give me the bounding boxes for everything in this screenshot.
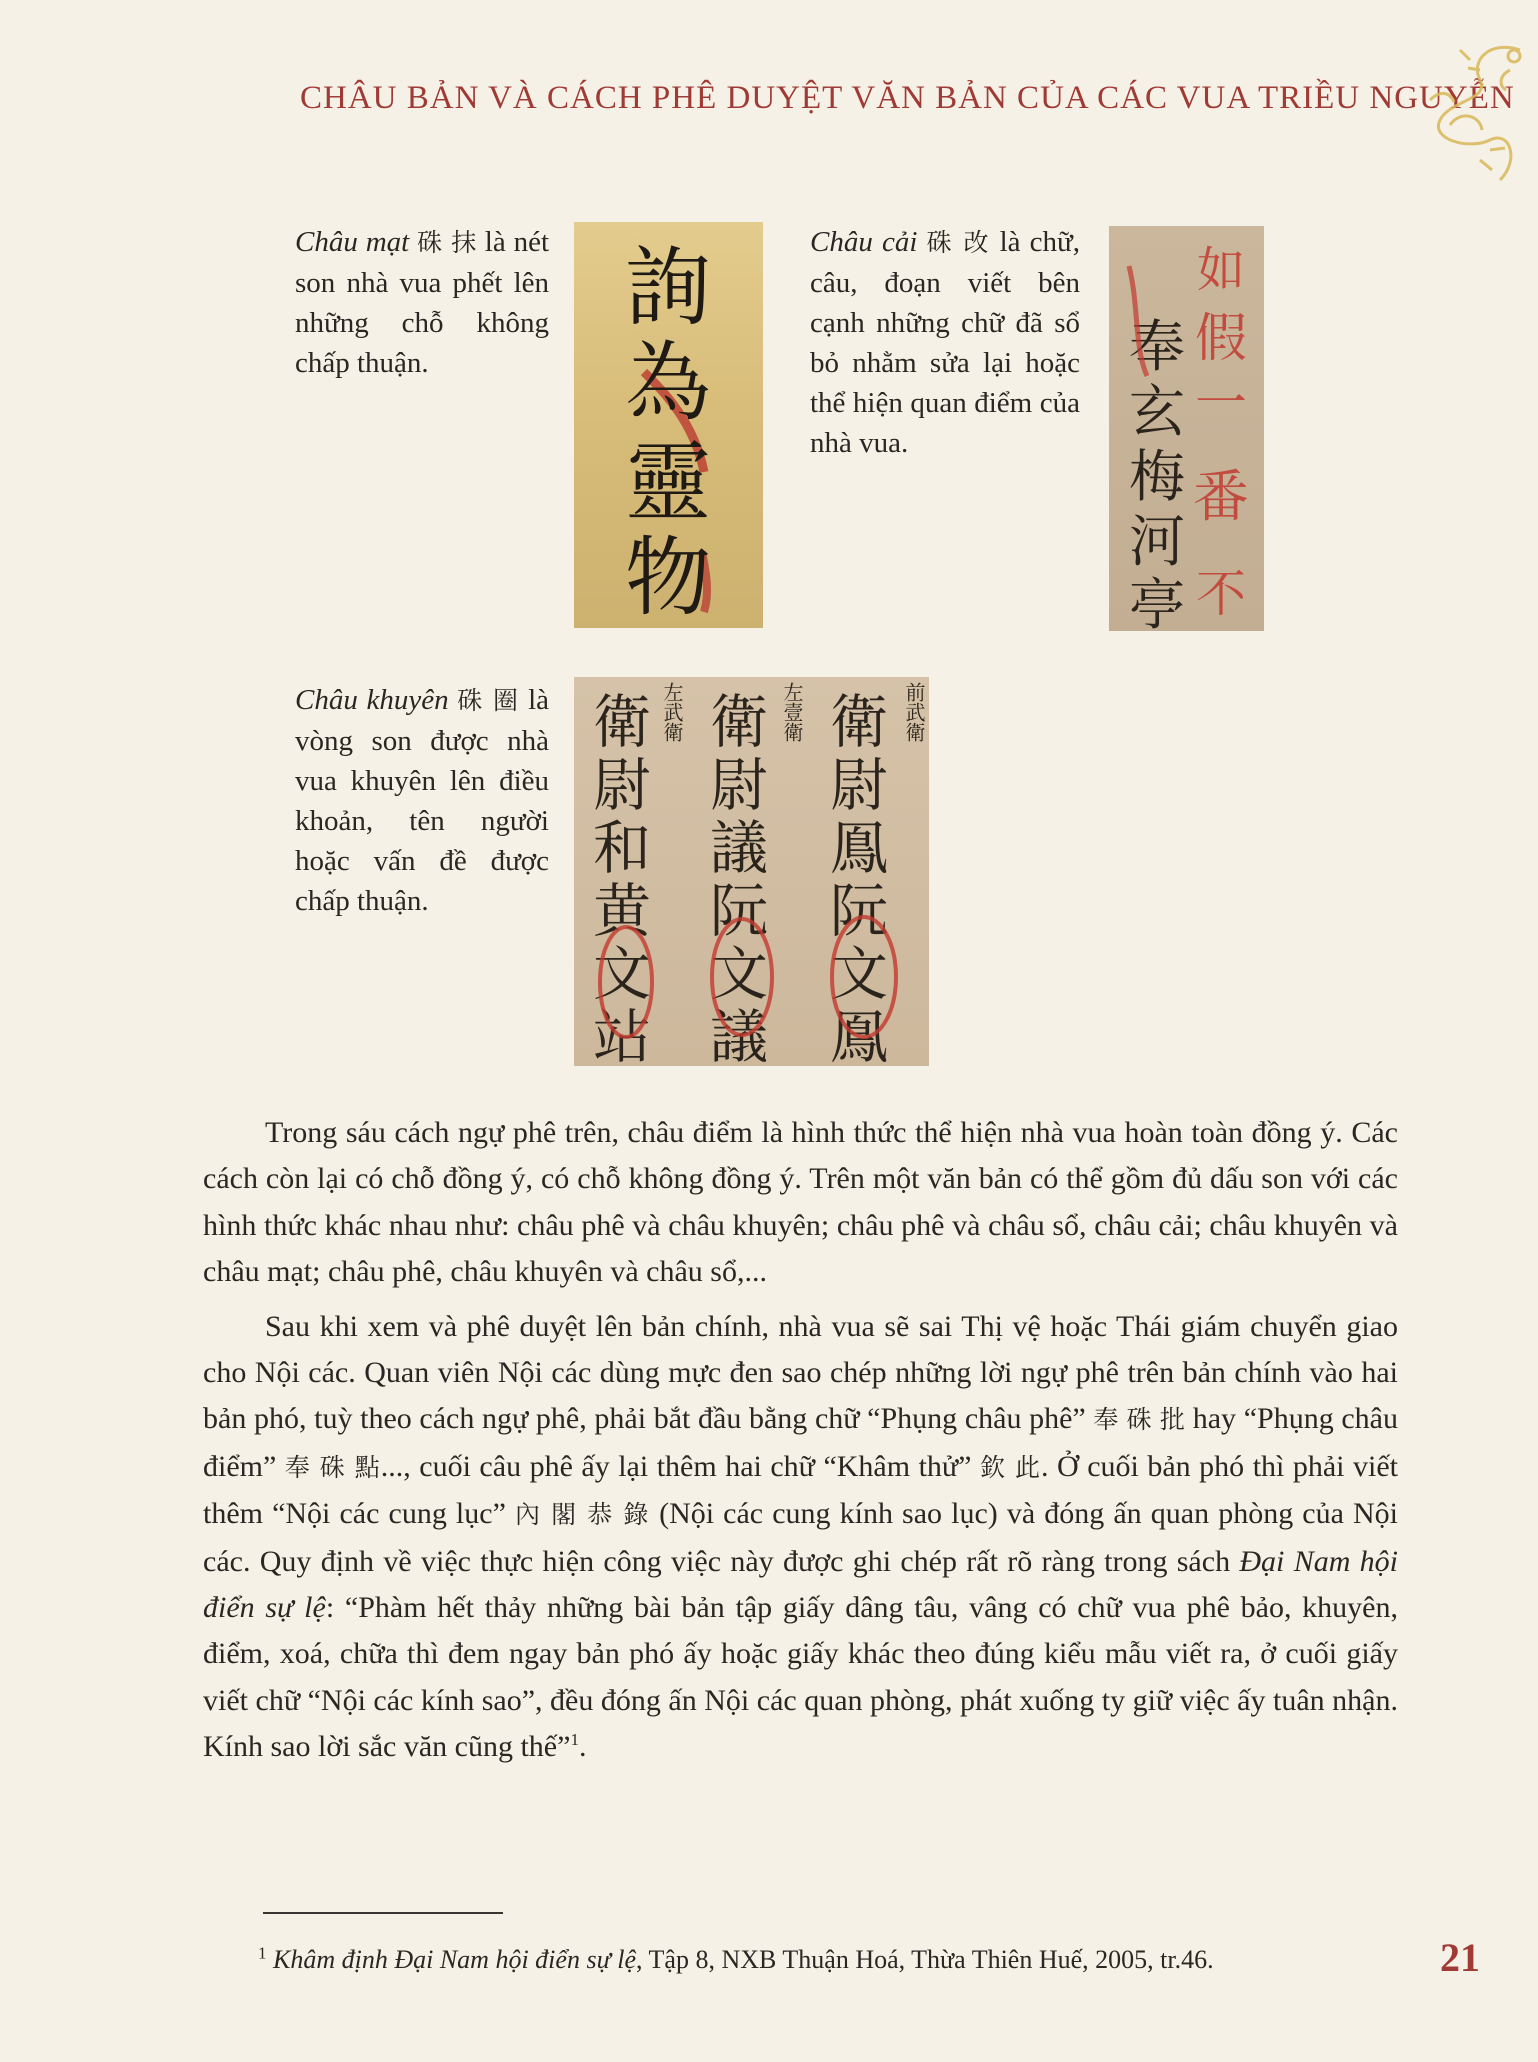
footnote <box>258 1942 1398 1978</box>
image-char: 尉 <box>709 751 769 819</box>
footnote-number: 1 <box>258 1943 267 1963</box>
image-char: 玄 <box>1129 380 1185 445</box>
paragraph-1: Trong sáu cách ngự phê trên, châu điểm là hình thức thể hiện nhà vua hoàn toàn đồng ý. Các cách còn lại có chỗ đồng ý, có chỗ không đồng ý. Trên một văn bản có thể gồm đủ dấu son với các hình thức khác nhau như: châu phê và châu khuyên; châu phê và châu sổ, châu cải; châu khuyên và châu mạt; châu phê, châu khuyên và châu sổ,... <box>203 1116 1398 1289</box>
image-char: 站 <box>592 1003 652 1066</box>
han-chau-cai: 硃 改 <box>926 228 991 257</box>
image-char: 和 <box>592 814 652 882</box>
column-label: 前武衛 <box>902 682 926 742</box>
paragraph-2 <box>203 1304 1398 1771</box>
image-char: 衛 <box>829 688 889 756</box>
footnote-ref[interactable]: 1 <box>570 1730 579 1750</box>
han-phung-chau-diem: 奉 硃 點 <box>284 1452 381 1482</box>
text-span: . Ở cuối bản phó thì phải viết thêm “Nội các cung lục” <box>203 1449 1399 1531</box>
footnote-divider <box>263 1912 503 1914</box>
text-span: : “Phàm hết thảy những bài bản tập giấy dâng tâu, vâng có chữ vua phê bảo, khuyên, điểm, xoá, chữa thì đem ngay bản phó ấy hoặc giấy khác theo đúng kiểu mẫu viết ra, ở cuối giấy viết chữ “Nội các kính sao”, đều đóng ấn Nội các quan phòng, phát xuống ty giữ việc ấy tuân nhận. Kính sao lời sắc văn cũng thế” <box>203 1591 1399 1764</box>
text-span: ..., cuối câu phê ấy lại thêm hai chữ “Khâm thử” <box>380 1449 972 1483</box>
image-char: 物 <box>625 528 711 628</box>
image-char: 議 <box>709 814 769 882</box>
image-char: 奉 <box>1129 315 1185 380</box>
text-span: . <box>578 1730 587 1764</box>
term-chau-cai: Châu cải <box>810 226 918 258</box>
image-char: 黄 <box>592 877 652 945</box>
image-chau-cai <box>1109 226 1264 631</box>
image-char: 議 <box>709 1003 769 1066</box>
image-char: 文 <box>592 940 652 1008</box>
caption-chau-khuyen <box>295 680 549 921</box>
column-label: 左壹衛 <box>780 682 804 742</box>
red-correction-char: 如 <box>1196 242 1246 298</box>
image-char: 阮 <box>709 877 769 945</box>
image-char: 河 <box>1129 510 1185 575</box>
han-noi-cac-cung-luc: 內 閣 恭 錄 <box>515 1500 650 1530</box>
caption-chau-mat <box>295 222 549 383</box>
image-chau-mat <box>574 222 763 628</box>
image-char: 衛 <box>709 688 769 756</box>
image-char: 尉 <box>592 751 652 819</box>
han-chau-mat: 硃 抹 <box>417 228 477 257</box>
image-char: 阮 <box>829 877 889 945</box>
han-phung-chau-phe: 奉 硃 批 <box>1093 1405 1186 1435</box>
red-correction-char: 一 <box>1194 374 1248 434</box>
image-char: 亭 <box>1129 573 1185 631</box>
red-correction-char: 番 <box>1193 465 1249 530</box>
image-char: 為 <box>625 333 711 433</box>
desc-chau-khuyen: là vòng son được nhà vua khuyên lên điều khoản, tên người hoặc vấn đề được chấp thuận. <box>295 684 550 917</box>
desc-chau-mat: là nét son nhà vua phết lên những chỗ không chấp thuận. <box>295 226 550 379</box>
body-text <box>203 1110 1398 1771</box>
term-chau-khuyen: Châu khuyên <box>295 684 449 716</box>
text-span: hay “Phụng châu điểm” <box>203 1402 1398 1483</box>
image-char: 梅 <box>1129 445 1185 510</box>
image-char: 詢 <box>625 238 711 338</box>
image-char: 文 <box>829 940 889 1008</box>
book-title: Đại Nam hội điển sự lệ <box>203 1544 1399 1625</box>
image-char: 靈 <box>625 433 711 533</box>
image-char: 文 <box>709 940 769 1008</box>
han-chau-khuyen: 硃 圈 <box>457 686 520 715</box>
caption-chau-cai <box>810 222 1080 463</box>
page-number: 21 <box>1440 1935 1480 1980</box>
footnote-rest: , Tập 8, NXB Thuận Hoá, Thừa Thiên Huế, 2005, tr.46. <box>636 1945 1214 1974</box>
red-correction-char: 不 <box>1196 565 1246 623</box>
term-chau-mat: Châu mạt <box>295 226 410 258</box>
han-kham-thu: 欽 此 <box>980 1452 1042 1482</box>
footnote-title: Khâm định Đại Nam hội điển sự lệ <box>273 1945 637 1974</box>
text-span: (Nội các cung kính sao lục) và đóng ấn quan phòng của Nội các. Quy định về việc thực hiện công việc này được ghi chép rất rõ ràng trong sách <box>203 1497 1399 1578</box>
running-header: CHÂU BẢN VÀ CÁCH PHÊ DUYỆT VĂN BẢN CỦA CÁC VUA TRIỀU NGUYỄN <box>300 80 1515 116</box>
dragon-ornament <box>1410 30 1538 190</box>
desc-chau-cai: là chữ, câu, đoạn viết bên cạnh những chữ đã sổ bỏ nhằm sửa lại hoặc thể hiện quan điểm của nhà vua. <box>810 226 1081 459</box>
column-label: 左武衛 <box>660 682 684 742</box>
image-char: 鳯 <box>829 1003 889 1066</box>
image-char: 尉 <box>829 751 889 819</box>
text-span: Sau khi xem và phê duyệt lên bản chính, nhà vua sẽ sai Thị vệ hoặc Thái giám chuyển giao cho Nội các. Quan viên Nội các dùng mực đen sao chép những lời ngự phê trên bản chính vào hai bản phó, tuỳ theo cách ngự phê, phải bắt đầu bằng chữ “Phụng châu phê” <box>203 1309 1398 1436</box>
image-char: 鳯 <box>829 814 889 882</box>
image-char: 衛 <box>592 688 652 756</box>
image-chau-khuyen <box>574 677 929 1066</box>
red-correction-char: 假 <box>1194 309 1248 369</box>
